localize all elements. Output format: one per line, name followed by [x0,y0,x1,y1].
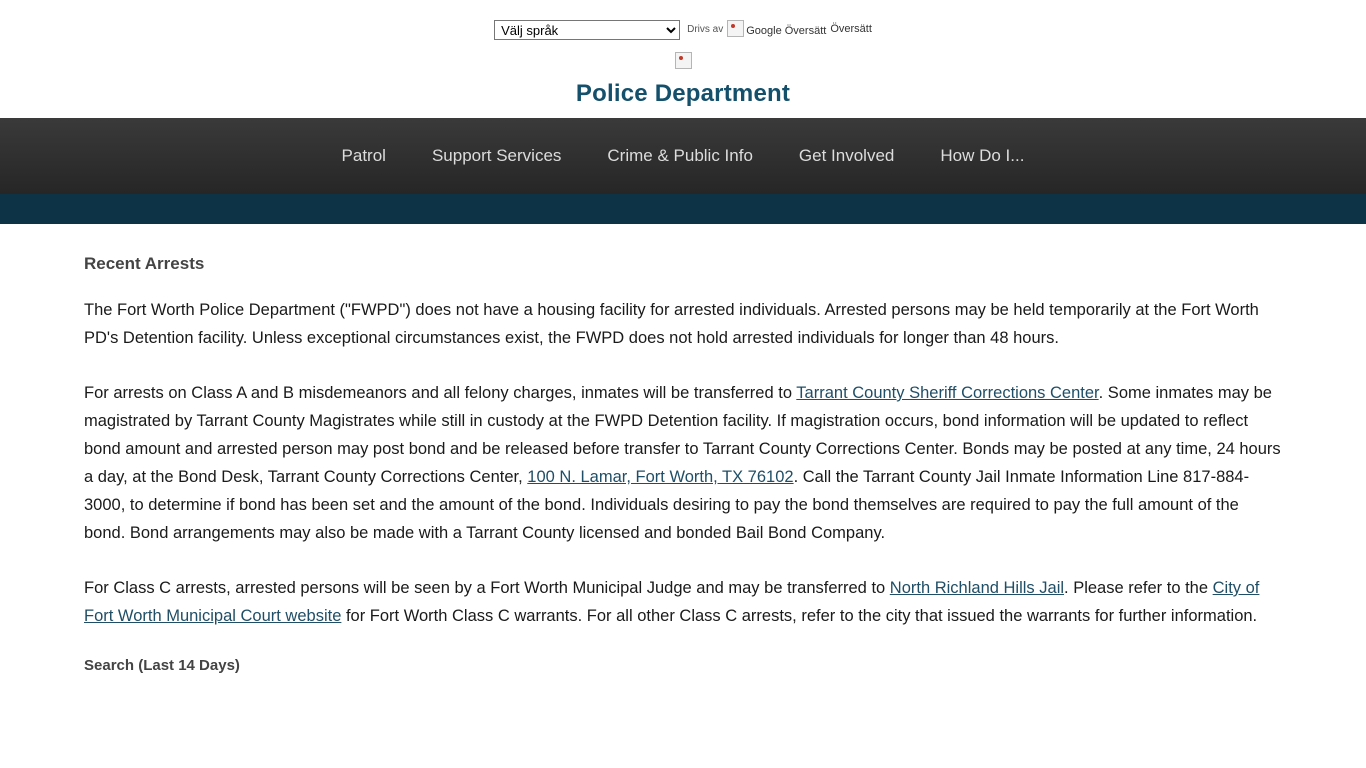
google-translate-image-alt: Google Översätt [746,25,827,37]
paragraph-class-c-arrests [84,574,1282,630]
nav-accent-bar [0,194,1366,224]
link-100-n-lamar-address[interactable]: 100 N. Lamar, Fort Worth, TX 76102 [527,468,794,486]
site-logo-broken-image-icon [675,52,692,69]
paragraph-detention-overview: The Fort Worth Police Department ("FWPD") does not have a housing facility for arrested individuals. Arrested persons may be held temporarily at the Fort Worth PD's Detention facility. Unless exceptional circumstances exist, the FWPD does not hold arrested individuals for longer than 48 hours. [84,301,1259,347]
nav-item-patrol[interactable]: Patrol [341,146,386,165]
nav-item-crime-public-info[interactable]: Crime & Public Info [607,146,753,165]
section-heading-recent-arrests: Recent Arrests [84,254,205,273]
google-translate-logo-broken-image [727,20,826,37]
nav-item-support-services[interactable]: Support Services [431,146,562,165]
paragraph-3-text-2: . Please refer to the [1064,579,1213,597]
site-header [0,46,1366,118]
page-title: Police Department [575,80,791,107]
paragraph-class-a-b-felony [84,379,1282,547]
main-content [0,224,1366,674]
paragraph-3-text-1: For Class C arrests, arrested persons will be seen by a Fort Worth Municipal Judge and may be transferred to [84,579,890,597]
link-municipal-court-website[interactable]: City of Fort Worth Municipal Court website [84,579,1260,625]
main-navigation [0,118,1366,194]
paragraph-2-text-1: For arrests on Class A and B misdemeanors and all felony charges, inmates will be transferred to [84,384,797,402]
translate-link[interactable]: Översätt [830,23,872,35]
language-select[interactable] [494,20,680,40]
search-section-heading: Search (Last 14 Days) [84,657,240,674]
paragraph-3-text-3: for Fort Worth Class C warrants. For all other Class C arrests, refer to the city that issued the warrants for further information. [341,607,1258,625]
paragraph-2-text-3: . Call the Tarrant County Jail Inmate Information Line 817-884-3000, to determine if bond has been set and the amount of the bond. Individuals desiring to pay the bond themselves are required to pay the full amount of the bond. Bond arrangements may also be made with a Tarrant County licensed and bonded Bail Bond Company. [84,468,1250,542]
link-tarrant-county-sheriff-corrections-center[interactable]: Tarrant County Sheriff Corrections Center [796,384,1099,402]
nav-item-how-do-i[interactable]: How Do I... [940,146,1025,165]
link-north-richland-hills-jail[interactable]: North Richland Hills Jail [889,579,1065,597]
powered-by-label: Drivs av [687,24,724,35]
google-translate-bar [0,0,1366,46]
nav-item-get-involved[interactable]: Get Involved [798,146,895,165]
paragraph-2-text-2: . Some inmates may be magistrated by Tarrant County Magistrates while still in custody at the FWPD Detention facility. If magistration occurs, bond information will be updated to reflect bond amount and arrested person may post bond and be released before transfer to Tarrant County Corrections Center. Bonds may be posted at any time, 24 hours a day, at the Bond Desk, Tarrant County Corrections Center, [84,384,1281,486]
broken-image-icon [727,20,744,37]
